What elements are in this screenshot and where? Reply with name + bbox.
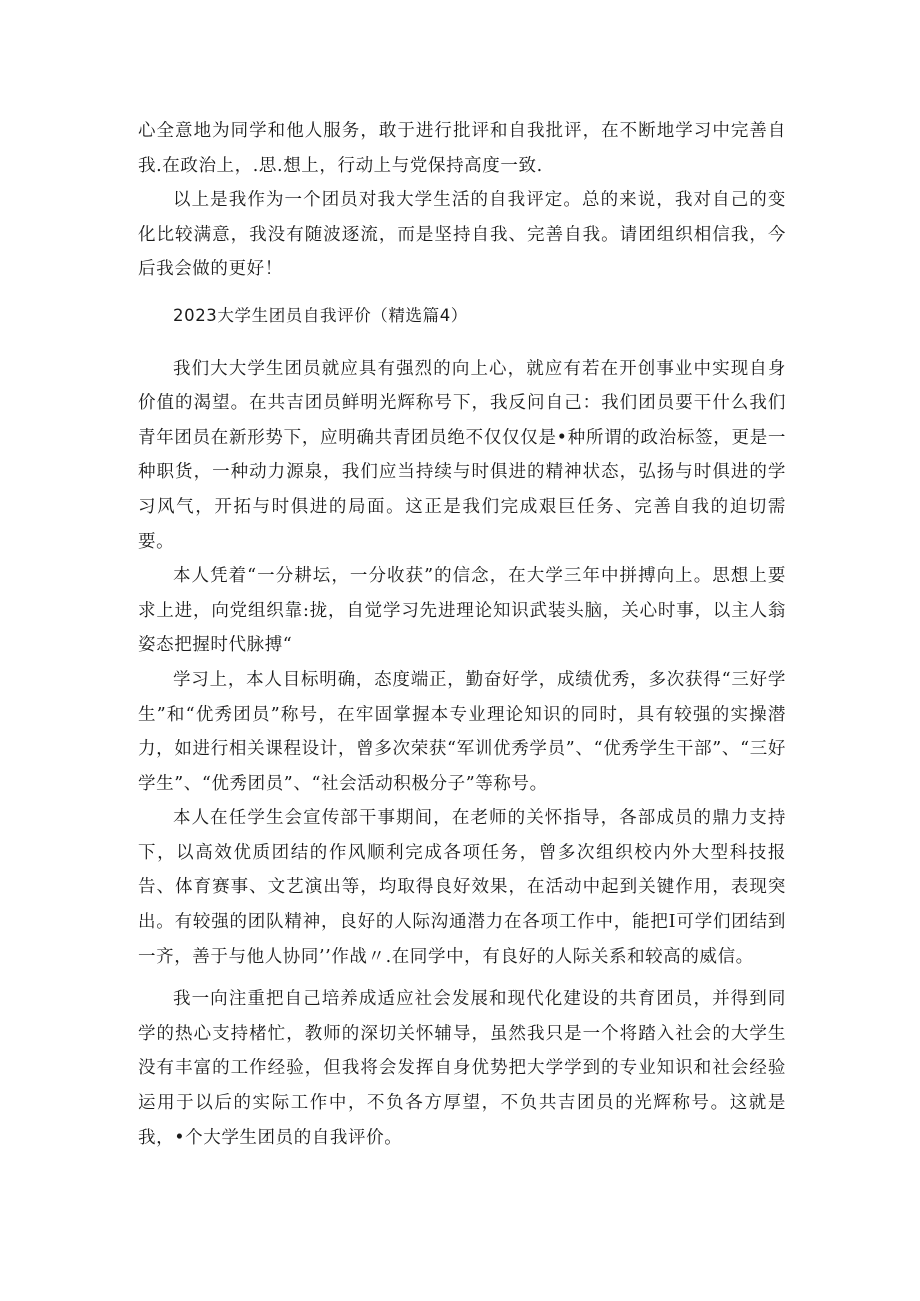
paragraph-intro: 我们大大学生团员就应具有强烈的向上心，就应有若在开创事业中实现自身价值的渴望。在共吉团员鲜明光辉称号下，我反问自己：我们团员要干什么我们青年团员在新形势下，应明确共青团员绝不仅仅仅是•种所谓的政治标签，更是一种职货，一种动力源泉，我们应当持续与时俱进的精神状态，弘扬与时俱进的学习风气，开拓与时俱进的局面。这正是我们完成艰巨任务、完善自我的迫切需要。 xyxy=(138,358,786,552)
section-heading: 2023大学生团员自我评价（精选篇4） xyxy=(173,305,468,325)
document-body xyxy=(138,114,786,1155)
paragraph-ideology: 本人凭着“一分耕坛，一分收获”的信念，在大学三年中拼搏向上。思想上要求上进，向党组织靠:拢，自觉学习先进理论知识武装头脑，关心时事，以主人翁姿态把握时代脉搏“ xyxy=(138,566,786,656)
paragraph-conclusion: 以上是我作为一个团员对我大学生活的自我评定。总的来说，我对自己的变化比较满意，我没有随波逐流，而是坚持自我、完善自我。请团组织相信我，今后我会做的更好！ xyxy=(138,190,786,280)
paragraph-continued: 心全意地为同学和他人服务，敢于进行批评和自我批评，在不断地学习中完善自我.在政治上，.思.想上，行动上与党保持高度一致. xyxy=(138,121,786,176)
paragraph-study: 学习上，本人目标明确，态度端正，勤奋好学，成绩优秀，多次获得“三好学生”和“优秀团员”称号，在牢固掌握本专业理论知识的同时，具有较强的实操潜力，如进行相关课程设计，曾多次荣获“军训优秀学员”、“优秀学生干部”、“三好学生”、“优秀团员”、“社会活动积极分子”等称号。 xyxy=(138,669,786,794)
paragraph-closing: 我一向注重把自己培养成适应社会发展和现代化建设的共育团员，并得到同学的热心支持楮忙，教师的深切关怀辅导，虽然我只是一个将踏入社会的大学生没有丰富的工作经验，但我将会发挥自身优势把大学学到的专业知识和社会经验运用于以后的实际工作中，不负各方厚望，不负共吉团员的光辉称号。这就是我，•个大学生团员的自我评价。 xyxy=(138,989,786,1148)
paragraph-student-union: 本人在任学生会宣传部干事期间，在老师的关怀指导，各部成员的鼎力支持下，以高效优质团结的作风顺利完成各项任务，曾多次组织校内外大型科技报告、体育赛事、文艺演出等，均取得良好效果，在活动中起到关键作用，表现突出。有较强的团队精神，良好的人际沟通潜力在各项工作中，能把Ⅰ可学们团结到一齐，善于与他人协同’’作战〃.在同学中，有良好的人际关系和较高的威信。 xyxy=(138,808,786,967)
